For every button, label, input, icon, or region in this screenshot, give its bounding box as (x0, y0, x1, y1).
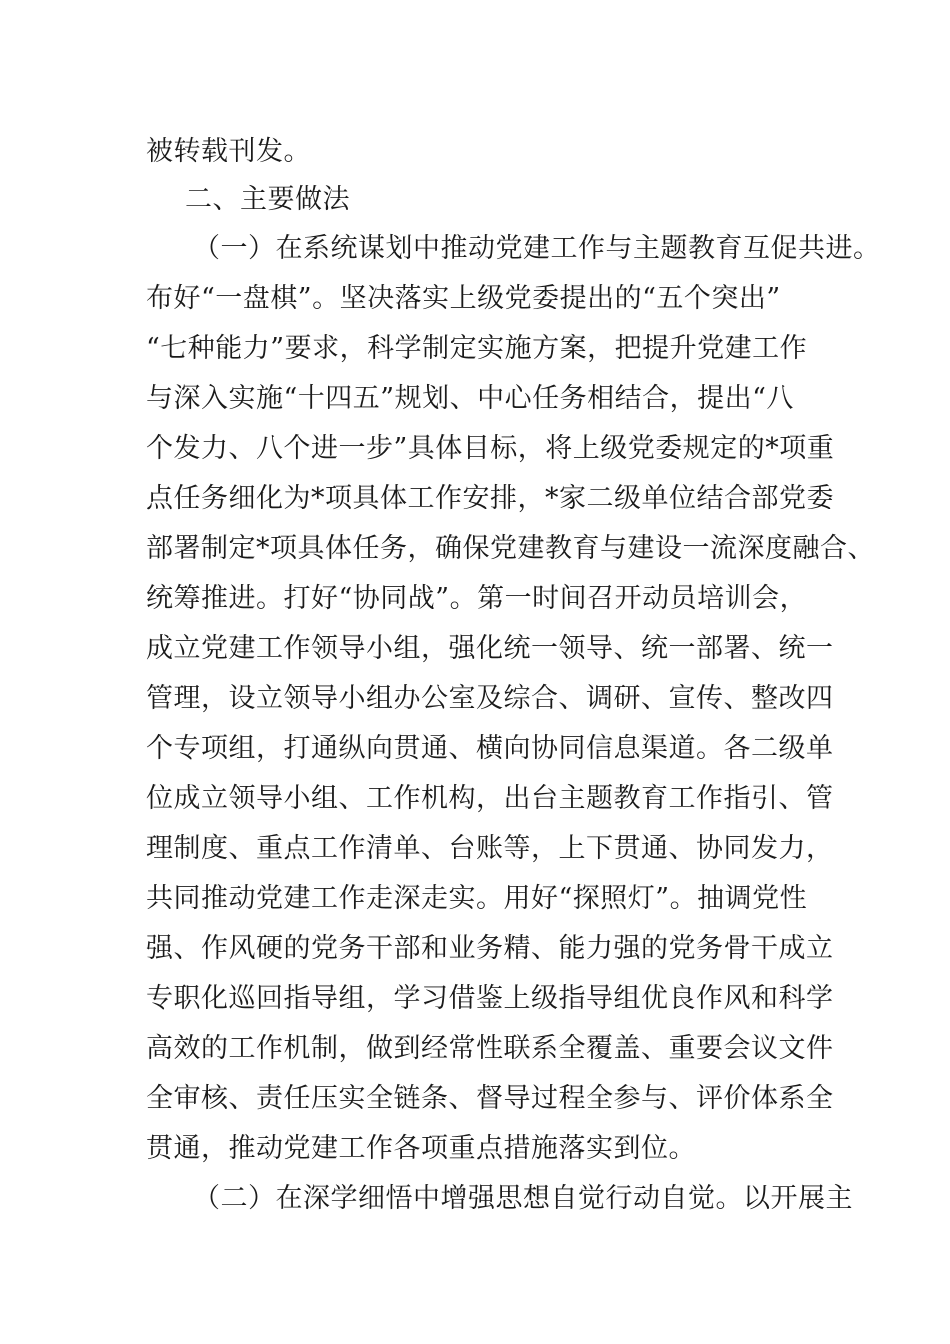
text-line-7: 个发力、八个进一步”具体目标，将上级党委规定的*项重 (146, 433, 835, 464)
subsection-heading-2: （二）在深学细悟中增强思想自觉行动自觉。以开展主 (193, 1183, 853, 1214)
text-line-15: 理制度、重点工作清单、台账等，上下贯通、协同发力， (146, 833, 834, 864)
text-line-16: 共同推动党建工作走深走实。用好“探照灯”。抽调党性 (146, 883, 808, 914)
text-line-8: 点任务细化为*项具体工作安排，*家二级单位结合部党委 (146, 483, 834, 514)
text-line-19: 高效的工作机制，做到经常性联系全覆盖、重要会议文件 (146, 1033, 834, 1064)
text-line-1: 被转载刊发。 (146, 136, 311, 167)
text-line-6: 与深入实施“十四五”规划、中心任务相结合，提出“八 (146, 383, 794, 414)
text-line-14: 位成立领导小组、工作机构，出台主题教育工作指引、管 (146, 783, 834, 814)
section-heading: 二、主要做法 (185, 184, 350, 215)
text-line-10: 统筹推进。打好“协同战”。第一时间召开动员培训会， (146, 583, 808, 614)
text-line-18: 专职化巡回指导组，学习借鉴上级指导组优良作风和科学 (146, 983, 834, 1014)
text-line-4: 布好“一盘棋”。坚决落实上级党委提出的“五个突出” (146, 283, 781, 314)
subsection-heading-1: （一）在系统谋划中推动党建工作与主题教育互促共进。 (193, 233, 881, 264)
text-line-13: 个专项组，打通纵向贯通、横向协同信息渠道。各二级单 (146, 733, 834, 764)
text-line-21: 贯通，推动党建工作各项重点措施落实到位。 (146, 1133, 696, 1164)
text-line-11: 成立党建工作领导小组，强化统一领导、统一部署、统一 (146, 633, 834, 664)
text-line-20: 全审核、责任压实全链条、督导过程全参与、评价体系全 (146, 1083, 834, 1114)
text-line-17: 强、作风硬的党务干部和业务精、能力强的党务骨干成立 (146, 933, 834, 964)
text-line-12: 管理，设立领导小组办公室及综合、调研、宣传、整改四 (146, 683, 834, 714)
text-line-9: 部署制定*项具体任务，确保党建教育与建设一流深度融合、 (146, 533, 875, 564)
text-line-5: “七种能力”要求，科学制定实施方案，把提升党建工作 (146, 333, 808, 364)
